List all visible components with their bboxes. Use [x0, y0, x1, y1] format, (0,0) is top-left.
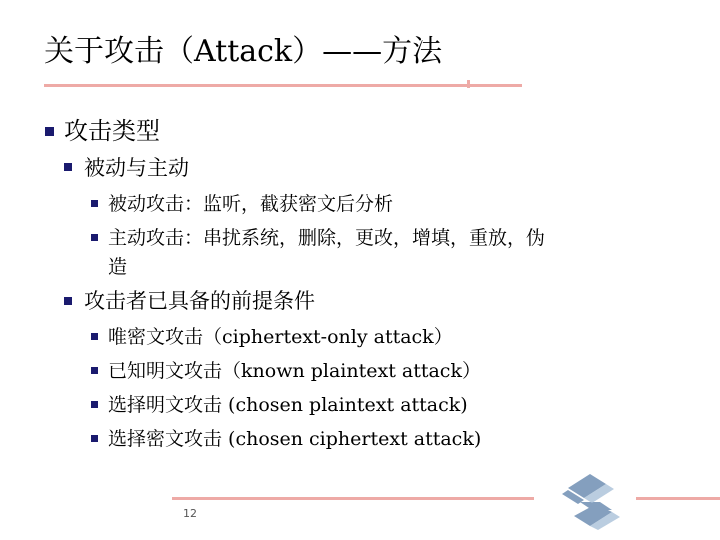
group-label-passive-active: 被动与主动 [84, 156, 189, 180]
logo-icon [550, 472, 630, 530]
outline-heading: 攻击类型 [64, 117, 160, 145]
bullet-icon [64, 163, 72, 171]
bullet-icon [91, 435, 98, 442]
list-item-known-plaintext: 已知明文攻击（known plaintext attack） [108, 360, 481, 382]
list-item-chosen-plaintext: 选择明文攻击 (chosen plaintext attack) [108, 394, 468, 416]
list-item-ciphertext-only: 唯密文攻击（ciphertext-only attack） [108, 326, 453, 348]
title-underline [44, 84, 522, 87]
footer-divider-right [636, 497, 720, 500]
list-item-active-attack-wrap: 造 [108, 256, 128, 278]
bullet-icon [45, 127, 54, 136]
slide-title: 关于攻击（Attack）——方法 [44, 34, 443, 69]
list-item-passive-attack: 被动攻击：监听，截获密文后分析 [108, 193, 394, 215]
page-number: 12 [183, 507, 197, 520]
bullet-icon [64, 297, 72, 305]
bullet-icon [91, 234, 98, 241]
list-item-active-attack: 主动攻击：串扰系统，删除，更改，增填，重放，伪 [108, 227, 546, 249]
group-label-preconditions: 攻击者已具备的前提条件 [84, 289, 315, 313]
bullet-icon [91, 333, 98, 340]
bullet-icon [91, 367, 98, 374]
title-underline-tick [467, 80, 470, 88]
bullet-icon [91, 200, 98, 207]
list-item-chosen-ciphertext: 选择密文攻击 (chosen ciphertext attack) [108, 428, 482, 450]
footer-divider-left [172, 497, 534, 500]
bullet-icon [91, 401, 98, 408]
